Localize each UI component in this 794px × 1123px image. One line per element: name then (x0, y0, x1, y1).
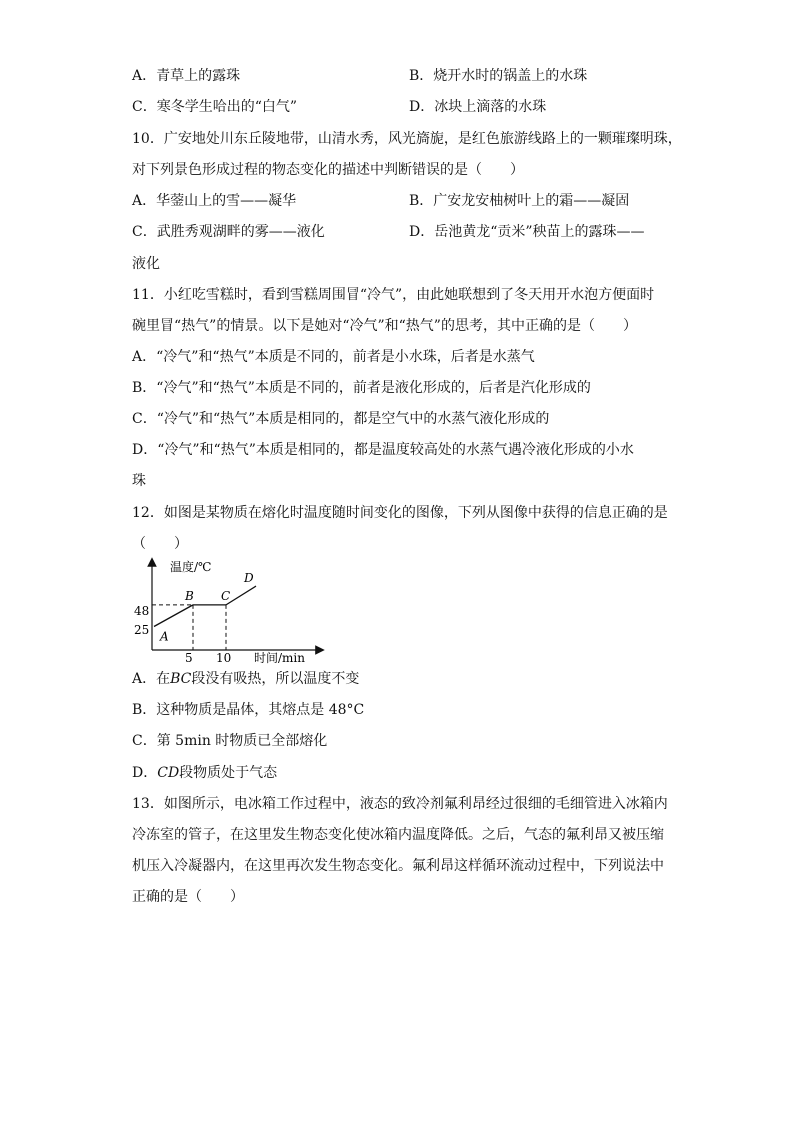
q12-option-a-prefix: A．在 (132, 671, 171, 687)
q13-stem-line1: 13．如图所示，电冰箱工作过程中，液态的致冷剂氟利昂经过很细的毛细管进入冰箱内 (132, 796, 668, 812)
q10-option-b: B．广安龙安柚树叶上的霜——凝固 (409, 193, 630, 209)
q12-option-c: C．第 5min 时物质已全部熔化 (132, 733, 328, 749)
q12-option-a-text: 段没有吸热，所以温度不变 (191, 671, 360, 687)
y-axis-label: 温度/℃ (170, 560, 212, 574)
q12-option-d-segment: CD (157, 765, 180, 781)
segment-ab (154, 605, 193, 627)
q13-stem-line4: 正确的是（ ） (132, 889, 244, 905)
q11-option-d: D．“冷气”和“热气”本质是相同的，都是温度较高处的水蒸气遇冷液化形成的小水 (132, 442, 634, 458)
q9-option-d: D．冰块上滴落的水珠 (409, 99, 547, 115)
y-tick-25: 25 (134, 623, 150, 637)
point-label-d: D (244, 571, 254, 586)
point-label-c: C (221, 588, 231, 603)
q10-option-d-continued: 液化 (132, 256, 160, 272)
q9-option-c: C．寒冬学生哈出的“白气” (132, 99, 298, 115)
x-axis-label: 时间/min (254, 651, 305, 665)
melting-curve-chart (128, 556, 328, 666)
q12-option-d-text: 段物质处于气态 (179, 765, 278, 781)
q11-option-d-continued: 珠 (132, 473, 146, 489)
q12-option-a (132, 669, 359, 689)
q11-stem-line1: 11．小红吃雪糕时，看到雪糕周围冒“冷气”，由此她联想到了冬天用开水泡方便面时 (132, 287, 655, 303)
q11-option-c: C．“冷气”和“热气”本质是相同的，都是空气中的水蒸气液化形成的 (132, 411, 550, 427)
q9-option-b: B．烧开水时的锅盖上的水珠 (409, 68, 588, 84)
segment-cd (226, 586, 256, 605)
q12-option-d (132, 763, 277, 783)
q10-option-d: D．岳池黄龙“贡米”秧苗上的露珠—— (409, 224, 645, 240)
point-label-b: B (185, 588, 194, 603)
y-tick-48: 48 (134, 604, 150, 618)
q10-option-a: A．华蓥山上的雪——凝华 (132, 193, 297, 209)
q10-stem-line2: 对下列景色形成过程的物态变化的描述中判断错误的是（ ） (132, 162, 524, 178)
q11-option-b: B．“冷气”和“热气”本质是不同的，前者是液化形成的，后者是汽化形成的 (132, 380, 591, 396)
q13-stem-line2: 冷冻室的管子，在这里发生物态变化使冰箱内温度降低。之后，气态的氟利昂又被压缩 (132, 827, 664, 843)
q10-stem-line1: 10．广安地处川东丘陵地带，山清水秀，风光旖旎，是红色旅游线路上的一颗璀璨明珠， (132, 131, 682, 147)
q11-stem-line2: 碗里冒“热气”的情景。以下是她对“冷气”和“热气”的思考，其中正确的是（ ） (132, 318, 637, 334)
q13-stem-line3: 机压入冷凝器内，在这里再次发生物态变化。氟利昂这样循环流动过程中，下列说法中 (132, 858, 664, 874)
q12-option-b: B．这种物质是晶体，其熔点是 48°C (132, 702, 365, 718)
point-label-a: A (160, 629, 169, 644)
q12-option-d-prefix: D． (132, 765, 158, 781)
q9-option-a: A．青草上的露珠 (132, 68, 241, 84)
q11-option-a: A．“冷气”和“热气”本质是不同的，前者是小水珠，后者是水蒸气 (132, 349, 535, 365)
x-tick-10: 10 (216, 651, 232, 665)
x-tick-5: 5 (185, 651, 193, 665)
q12-stem-line1: 12．如图是某物质在熔化时温度随时间变化的图像，下列从图像中获得的信息正确的是 (132, 505, 668, 521)
q10-option-c: C．武胜秀观湖畔的雾——液化 (132, 224, 325, 240)
q12-stem-line2: （ ） (132, 536, 188, 552)
q12-option-a-segment: BC (170, 671, 192, 687)
